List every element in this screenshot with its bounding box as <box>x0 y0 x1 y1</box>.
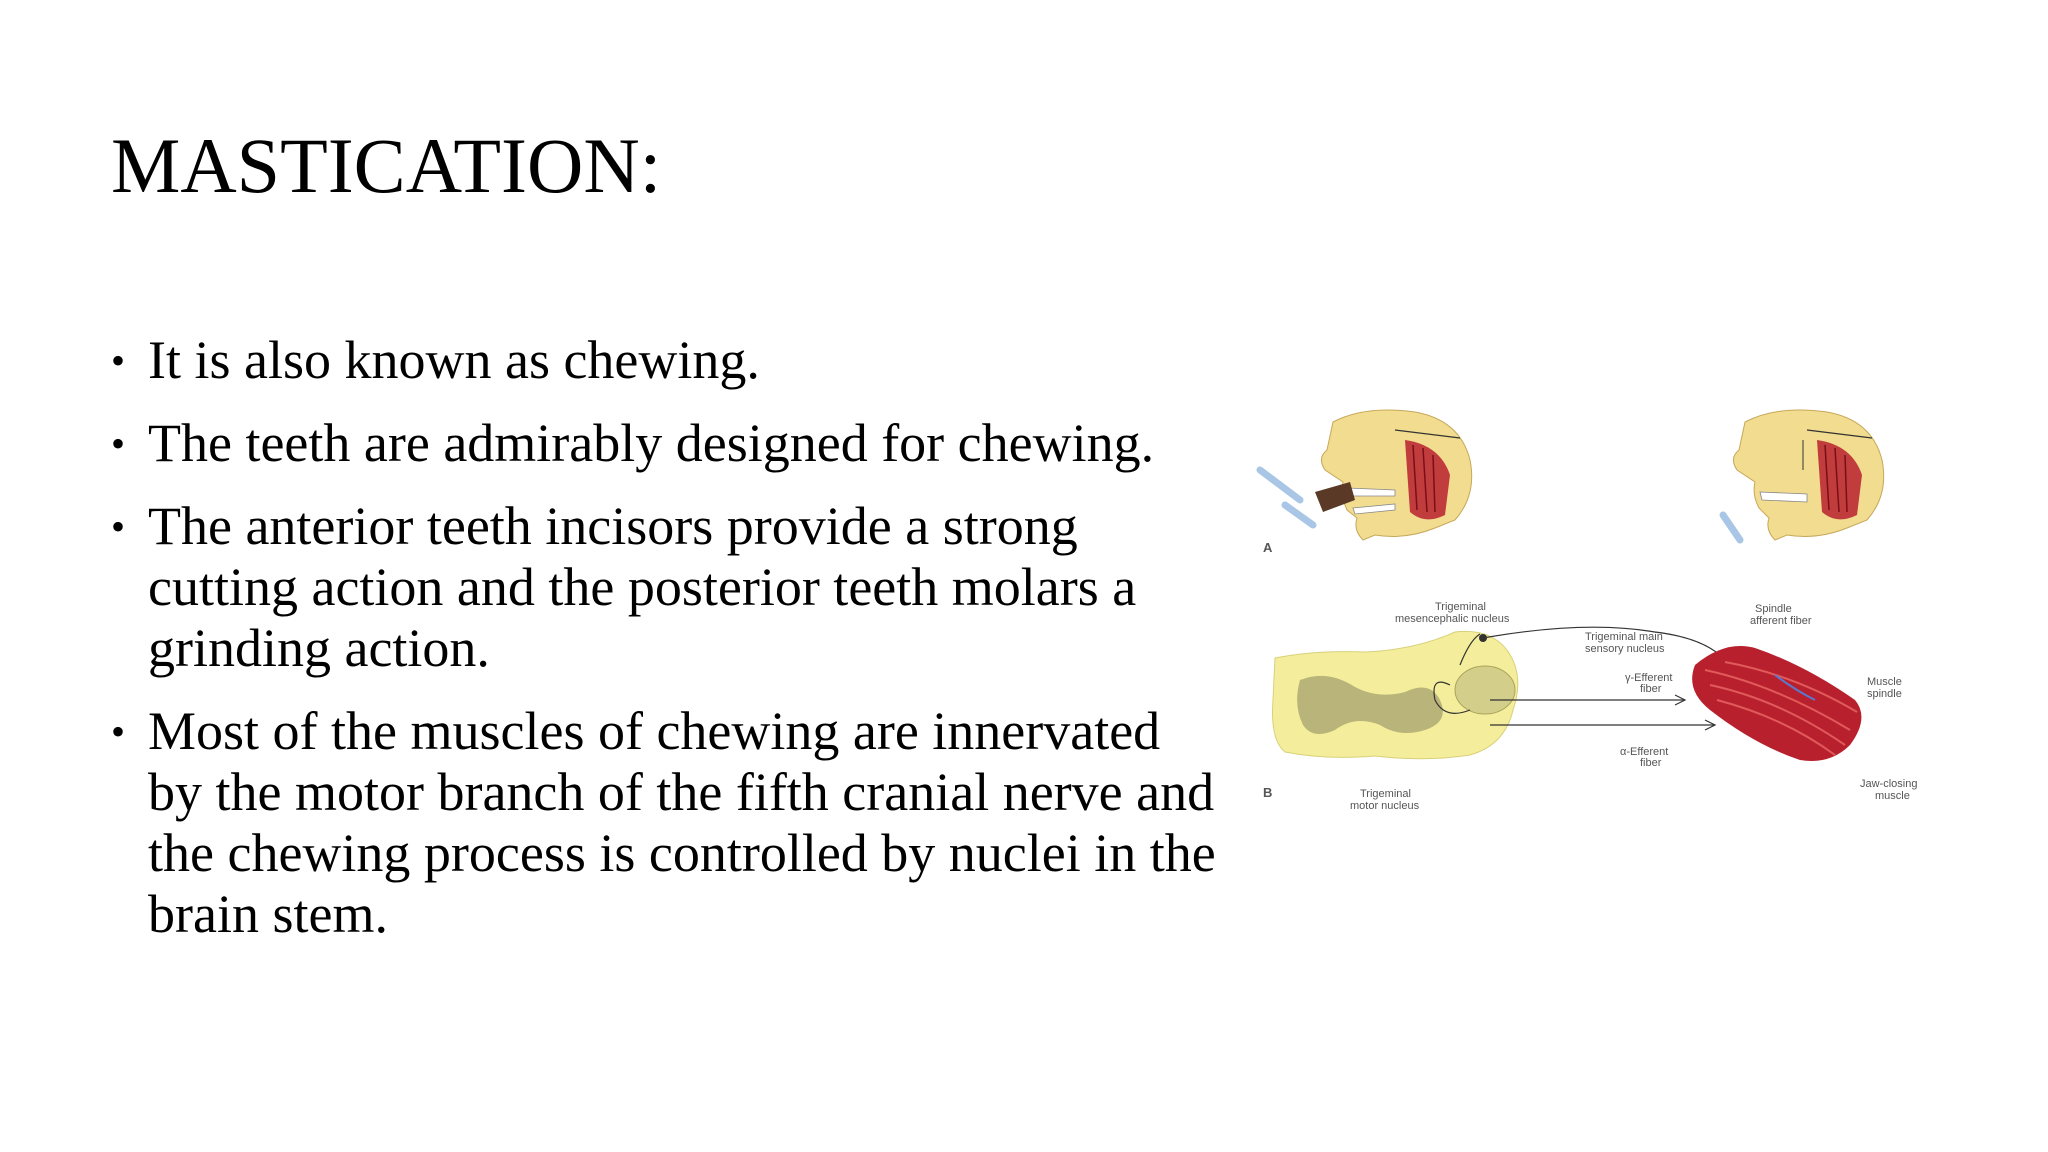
label-gamma-2: fiber <box>1640 683 1662 695</box>
bullet-text: The anterior teeth incisors provide a strong cutting action and the posterior teeth molars a grinding action. <box>148 496 1137 678</box>
label-spindle-afferent-1: Spindle <box>1755 603 1792 615</box>
bullet-item <box>111 330 1226 391</box>
label-muscle-spindle-1: Muscle <box>1867 676 1902 688</box>
panel-a-right-skull <box>1723 410 1884 540</box>
panel-a-left-skull <box>1260 410 1472 555</box>
mastication-reflex-figure <box>1255 400 1960 830</box>
bullet-text: Most of the muscles of chewing are innervated by the motor branch of the fifth cranial nerve and the chewing process is controlled by nuclei in the brain stem. <box>148 701 1216 944</box>
label-jaw-closing-2: muscle <box>1875 790 1910 802</box>
label-alpha-2: fiber <box>1640 757 1662 769</box>
label-sensory-1: Trigeminal main <box>1585 631 1663 643</box>
label-mesencephalic-2: mesencephalic nucleus <box>1395 613 1510 625</box>
panel-a-tag: A <box>1263 540 1273 555</box>
label-motor-2: motor nucleus <box>1350 800 1420 812</box>
bullet-dot-icon: • <box>111 338 126 383</box>
panel-b-diagram <box>1263 601 1917 812</box>
bullet-item <box>111 496 1226 679</box>
bullet-dot-icon: • <box>111 709 126 754</box>
label-spindle-afferent-2: afferent fiber <box>1750 615 1812 627</box>
label-alpha-1: α-Efferent <box>1620 746 1669 758</box>
label-jaw-closing-1: Jaw-closing <box>1860 778 1918 790</box>
panel-b-tag: B <box>1263 785 1273 800</box>
label-motor-1: Trigeminal <box>1360 788 1411 800</box>
bullet-item <box>111 701 1226 945</box>
bullet-dot-icon: • <box>111 504 126 549</box>
slide-title: MASTICATION: <box>111 122 662 209</box>
bullet-text: The teeth are admirably designed for chewing. <box>148 413 1155 473</box>
bullet-item <box>111 413 1226 474</box>
label-gamma-1: γ-Efferent <box>1625 672 1673 684</box>
bullet-text: It is also known as chewing. <box>148 330 760 390</box>
label-muscle-spindle-2: spindle <box>1867 688 1902 700</box>
label-mesencephalic-1: Trigeminal <box>1435 601 1486 613</box>
bullet-dot-icon: • <box>111 421 126 466</box>
label-sensory-2: sensory nucleus <box>1585 643 1665 655</box>
bullet-list <box>111 330 1226 967</box>
